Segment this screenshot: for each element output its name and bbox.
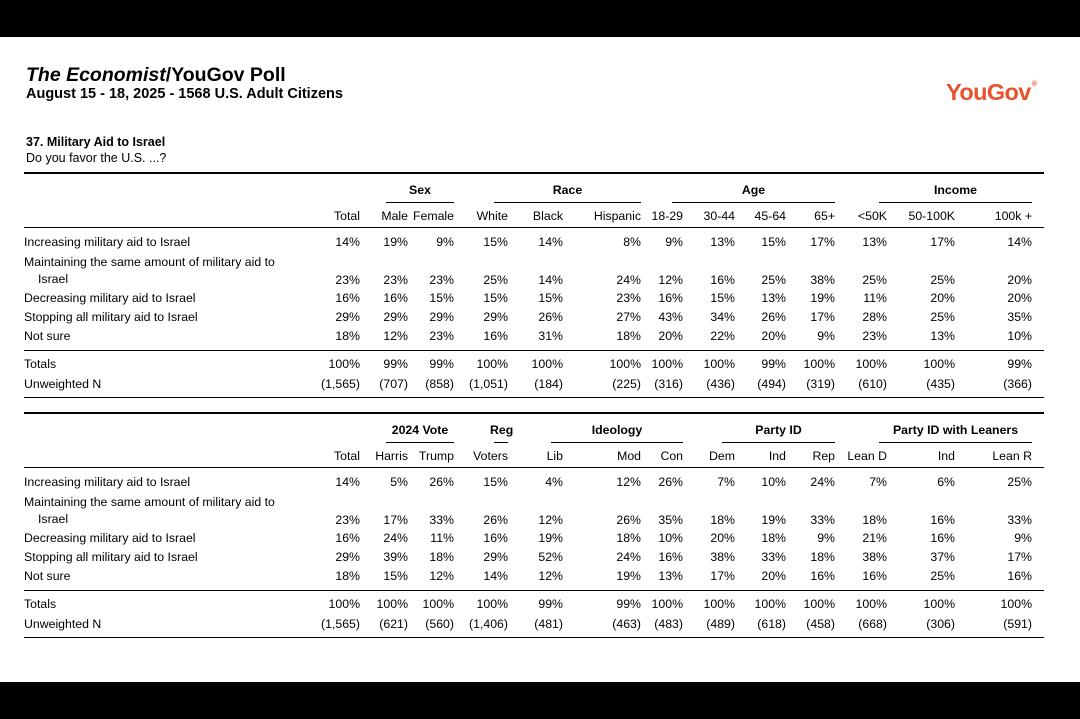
table-cell: 9% [436, 235, 454, 249]
column-group-underline [879, 202, 1032, 203]
table-cell: 20% [1007, 273, 1032, 287]
table-cell: 25% [930, 310, 955, 324]
table-row [24, 329, 1044, 345]
table-cell: 38% [810, 273, 835, 287]
table-cell: 16% [658, 291, 683, 305]
poll-title [26, 65, 343, 86]
column-group-header: Age [741, 183, 766, 197]
table-cell: 100% [855, 357, 887, 371]
table-cell: 6% [937, 475, 955, 489]
table-cell: (463) [612, 617, 641, 631]
table-cell: 100% [376, 597, 408, 611]
table-cell: 33% [429, 513, 454, 527]
table-cell: 33% [810, 513, 835, 527]
table-cell: 14% [483, 569, 508, 583]
table-cell: 26% [429, 475, 454, 489]
table-cell: 5% [390, 475, 408, 489]
row-label-continued: Israel [38, 512, 69, 526]
table-cell: 99% [429, 357, 454, 371]
column-group-underline [672, 202, 835, 203]
question-title: 37. Military Aid to Israel [26, 135, 166, 149]
table-cell: 100% [803, 597, 835, 611]
table-row [24, 550, 1044, 566]
table-row [24, 235, 1044, 251]
table-cell: 24% [616, 550, 641, 564]
row-label: Increasing military aid to Israel [24, 235, 191, 249]
poll-title-suffix: /YouGov Poll [165, 64, 286, 86]
column-header: Total [334, 449, 360, 463]
table-cell: 99% [761, 357, 786, 371]
table-cell: 4% [545, 475, 563, 489]
table-cell: 29% [483, 310, 508, 324]
table-cell: (494) [757, 377, 786, 391]
table-cell: 43% [658, 310, 683, 324]
table-row [24, 569, 1044, 585]
unweighted-row [24, 377, 1044, 393]
table-cell: 27% [616, 310, 641, 324]
table-cell: 18% [862, 513, 887, 527]
table-cell: 100% [923, 597, 955, 611]
table-cell: (1,565) [321, 377, 360, 391]
table-cell: 16% [483, 531, 508, 545]
table-cell: 13% [710, 235, 735, 249]
table-cell: 16% [930, 531, 955, 545]
table-cell: (610) [858, 377, 887, 391]
table-cell: 23% [862, 329, 887, 343]
row-label: Decreasing military aid to Israel [24, 531, 196, 545]
table-cell: 25% [761, 273, 786, 287]
table-cell: (481) [534, 617, 563, 631]
totals-row [24, 357, 1044, 373]
table-cell: 38% [710, 550, 735, 564]
unweighted-row [24, 617, 1044, 633]
table-cell: 23% [335, 513, 360, 527]
table-row [24, 531, 1044, 547]
column-header: Lib [546, 449, 563, 463]
table-cell: 38% [862, 550, 887, 564]
table-cell: (458) [806, 617, 835, 631]
row-label: Unweighted N [24, 617, 102, 631]
table-cell: 14% [1007, 235, 1032, 249]
totals-rule [24, 350, 1044, 351]
table-cell: 16% [862, 569, 887, 583]
table-cell: (618) [757, 617, 786, 631]
table-cell: 23% [429, 329, 454, 343]
column-group-header: Ideology [591, 423, 643, 437]
table-cell: (668) [858, 617, 887, 631]
table-cell: 16% [930, 513, 955, 527]
table-bottom-rule [24, 637, 1044, 638]
column-header: 45-64 [754, 209, 786, 223]
table-cell: 15% [429, 291, 454, 305]
table-cell: 35% [658, 513, 683, 527]
table-cell: 23% [616, 291, 641, 305]
table-cell: 35% [1007, 310, 1032, 324]
table-cell: 9% [817, 329, 835, 343]
table-cell: 25% [930, 273, 955, 287]
table-cell: 14% [335, 235, 360, 249]
table-cell: (707) [379, 377, 408, 391]
column-header: Ind [937, 449, 955, 463]
column-header: Voters [473, 449, 508, 463]
row-label: Totals [24, 357, 57, 371]
table-cell: 14% [335, 475, 360, 489]
table-cell: 12% [538, 513, 563, 527]
table-cell: 9% [1014, 531, 1032, 545]
column-header: Harris [375, 449, 408, 463]
table-cell: 100% [855, 597, 887, 611]
row-label: Stopping all military aid to Israel [24, 310, 198, 324]
table-cell: 10% [1007, 329, 1032, 343]
table-cell: 16% [810, 569, 835, 583]
column-header: 50-100K [908, 209, 955, 223]
column-group-header: Party ID with Leaners [892, 423, 1019, 437]
table-cell: (1,406) [469, 617, 508, 631]
table-cell: 100% [803, 357, 835, 371]
table-cell: 100% [703, 357, 735, 371]
table-cell: 100% [651, 597, 683, 611]
table-cell: 11% [430, 531, 454, 545]
table-cell: 20% [710, 531, 735, 545]
row-label: Not sure [24, 329, 71, 343]
table-row [24, 291, 1044, 307]
table-cell: 19% [761, 513, 786, 527]
table-cell: 15% [483, 475, 508, 489]
table-cell: 29% [429, 310, 454, 324]
table-cell: 16% [483, 329, 508, 343]
table-cell: 23% [335, 273, 360, 287]
column-header: White [476, 209, 508, 223]
table-cell: 23% [429, 273, 454, 287]
question-text: Do you favor the U.S. ...? [26, 151, 167, 165]
column-header: Lean D [847, 449, 887, 463]
table-cell: (1,565) [321, 617, 360, 631]
row-label: Maintaining the same amount of military aid to [24, 255, 275, 269]
table-cell: 17% [810, 310, 835, 324]
table-cell: 100% [703, 597, 735, 611]
table-cell: 100% [476, 597, 508, 611]
column-header: Total [334, 209, 360, 223]
table-cell: 12% [383, 329, 408, 343]
column-group-header: Reg [490, 423, 514, 437]
table-cell: 100% [754, 597, 786, 611]
poll-dates: August 15 - 18, 2025 - 1568 U.S. Adult Citizens [26, 86, 343, 102]
table-cell: 7% [717, 475, 735, 489]
column-header: Dem [709, 449, 735, 463]
poll-title-publication: The Economist [26, 64, 166, 86]
column-group-header: Party ID [755, 423, 802, 437]
table-cell: 14% [538, 273, 563, 287]
table-cell: 26% [658, 475, 683, 489]
table-cell: 19% [616, 569, 641, 583]
column-group-underline [386, 202, 454, 203]
table-cell: 12% [658, 273, 683, 287]
table-cell: 28% [862, 310, 887, 324]
table-cell: 18% [810, 550, 835, 564]
table-cell: 29% [335, 550, 360, 564]
table-cell: 9% [665, 235, 683, 249]
column-header: Trump [418, 449, 454, 463]
table-cell: 24% [383, 531, 408, 545]
table-cell: 100% [531, 357, 563, 371]
table-cell: 19% [810, 291, 835, 305]
table-cell: 20% [1007, 291, 1032, 305]
row-label: Not sure [24, 569, 71, 583]
table-cell: 18% [429, 550, 454, 564]
table-cell: 13% [930, 329, 955, 343]
table-cell: (435) [926, 377, 955, 391]
table-cell: 12% [616, 475, 641, 489]
poll-page [0, 37, 1080, 682]
table-cell: 29% [383, 310, 408, 324]
table-top-rule [24, 412, 1044, 414]
table-cell: 11% [863, 291, 887, 305]
table-cell: 15% [483, 291, 508, 305]
table-cell: 39% [383, 550, 408, 564]
column-group-header: Sex [409, 183, 431, 197]
table-cell: 26% [538, 310, 563, 324]
table-row [24, 475, 1044, 491]
column-group-header: Race [552, 183, 583, 197]
table-cell: 99% [1007, 357, 1032, 371]
table-cell: (306) [926, 617, 955, 631]
table-cell: 52% [538, 550, 563, 564]
column-group-underline [879, 442, 1032, 443]
table-cell: 17% [383, 513, 408, 527]
table-cell: 100% [476, 357, 508, 371]
table-cell: 13% [862, 235, 887, 249]
table-cell: (366) [1003, 377, 1032, 391]
table-cell: 26% [616, 513, 641, 527]
table-cell: 10% [658, 531, 683, 545]
table-cell: 34% [710, 310, 735, 324]
table-cell: (489) [706, 617, 735, 631]
table-cell: 16% [710, 273, 735, 287]
table-cell: 24% [616, 273, 641, 287]
table-row [24, 254, 1044, 287]
table-cell: (621) [379, 617, 408, 631]
column-group-underline [722, 442, 835, 443]
table-cell: (483) [654, 617, 683, 631]
table-cell: 33% [1007, 513, 1032, 527]
table-cell: 23% [383, 273, 408, 287]
column-group-underline [386, 442, 454, 443]
table-cell: 17% [810, 235, 835, 249]
table-cell: 31% [538, 329, 563, 343]
table-cell: 8% [623, 235, 641, 249]
row-label-continued: Israel [38, 272, 69, 286]
column-header: Hispanic [593, 209, 641, 223]
column-group-underline [551, 442, 683, 443]
row-label: Totals [24, 597, 57, 611]
table-cell: 100% [651, 357, 683, 371]
table-cell: 18% [710, 513, 735, 527]
table-cell: (225) [612, 377, 641, 391]
column-header: <50K [857, 209, 887, 223]
totals-rule [24, 590, 1044, 591]
table-cell: 20% [761, 329, 786, 343]
header-rule [24, 227, 1044, 228]
table-cell: 37% [930, 550, 955, 564]
table-cell: 99% [616, 597, 641, 611]
table-cell: (560) [425, 617, 454, 631]
table-row [24, 310, 1044, 326]
table-cell: 33% [761, 550, 786, 564]
table-cell: 18% [616, 329, 641, 343]
row-label: Stopping all military aid to Israel [24, 550, 198, 564]
table-cell: 9% [817, 531, 835, 545]
table-cell: 15% [383, 569, 408, 583]
table-cell: 12% [538, 569, 563, 583]
table-cell: 100% [328, 357, 360, 371]
table-cell: 100% [923, 357, 955, 371]
table-cell: 7% [869, 475, 887, 489]
column-header: Ind [768, 449, 786, 463]
table-cell: 19% [538, 531, 563, 545]
table-cell: 25% [1007, 475, 1032, 489]
table-cell: 25% [862, 273, 887, 287]
table-cell: 18% [335, 569, 360, 583]
column-header: 100k + [994, 209, 1032, 223]
table-cell: 100% [422, 597, 454, 611]
table-cell: (316) [654, 377, 683, 391]
table-cell: 18% [616, 531, 641, 545]
column-header: Mod [617, 449, 641, 463]
table-cell: 29% [483, 550, 508, 564]
table-cell: 12% [429, 569, 454, 583]
table-cell: 24% [810, 475, 835, 489]
table-cell: 16% [335, 291, 360, 305]
row-label: Decreasing military aid to Israel [24, 291, 196, 305]
table-cell: (1,051) [469, 377, 508, 391]
column-header: Female [412, 209, 454, 223]
table-cell: 15% [761, 235, 786, 249]
table-cell: 99% [383, 357, 408, 371]
table-cell: (591) [1003, 617, 1032, 631]
totals-row [24, 597, 1044, 613]
table-cell: 100% [328, 597, 360, 611]
row-label: Unweighted N [24, 377, 102, 391]
registered-mark: ® [1031, 81, 1037, 88]
table-cell: (436) [706, 377, 735, 391]
column-header: Con [660, 449, 683, 463]
header-rule [24, 467, 1044, 468]
table-cell: 99% [538, 597, 563, 611]
table-cell: 16% [335, 531, 360, 545]
table-cell: 17% [930, 235, 955, 249]
table-cell: 25% [483, 273, 508, 287]
table-cell: 14% [538, 235, 563, 249]
table-cell: (184) [534, 377, 563, 391]
table-cell: 13% [658, 569, 683, 583]
column-header: 18-29 [651, 209, 683, 223]
table-cell: 26% [761, 310, 786, 324]
table-bottom-rule [24, 397, 1044, 398]
table-cell: 29% [335, 310, 360, 324]
table-cell: 22% [710, 329, 735, 343]
table-cell: 13% [761, 291, 786, 305]
table-cell: 16% [1007, 569, 1032, 583]
table-cell: 21% [862, 531, 887, 545]
table-cell: 10% [761, 475, 786, 489]
table-row [24, 494, 1044, 527]
table-cell: 17% [1007, 550, 1032, 564]
table-cell: 100% [1000, 597, 1032, 611]
table-cell: 16% [383, 291, 408, 305]
table-cell: 19% [383, 235, 408, 249]
column-group-underline [494, 202, 641, 203]
column-header: 65+ [814, 209, 835, 223]
yougov-logo-text: YouGov [946, 79, 1031, 105]
column-header: Male [381, 209, 408, 223]
table-cell: 15% [483, 235, 508, 249]
table-cell: 25% [930, 569, 955, 583]
poll-header [26, 65, 343, 103]
yougov-logo [946, 79, 1036, 106]
table-cell: 18% [761, 531, 786, 545]
table-cell: 18% [335, 329, 360, 343]
column-group-underline [494, 442, 508, 443]
table-top-rule [24, 172, 1044, 174]
row-label: Increasing military aid to Israel [24, 475, 191, 489]
column-header: Lean R [992, 449, 1032, 463]
column-group-header: Income [933, 183, 978, 197]
table-cell: 20% [658, 329, 683, 343]
table-cell: 20% [761, 569, 786, 583]
column-group-header: 2024 Vote [391, 423, 449, 437]
column-header: 30-44 [703, 209, 735, 223]
table-cell: 17% [710, 569, 735, 583]
table-cell: 100% [609, 357, 641, 371]
table-cell: 26% [483, 513, 508, 527]
row-label: Maintaining the same amount of military aid to [24, 495, 275, 509]
table-cell: 15% [710, 291, 735, 305]
table-cell: 15% [538, 291, 563, 305]
table-cell: (319) [806, 377, 835, 391]
column-header: Rep [812, 449, 835, 463]
column-header: Black [532, 209, 563, 223]
table-cell: 20% [930, 291, 955, 305]
table-cell: (858) [425, 377, 454, 391]
table-cell: 16% [658, 550, 683, 564]
